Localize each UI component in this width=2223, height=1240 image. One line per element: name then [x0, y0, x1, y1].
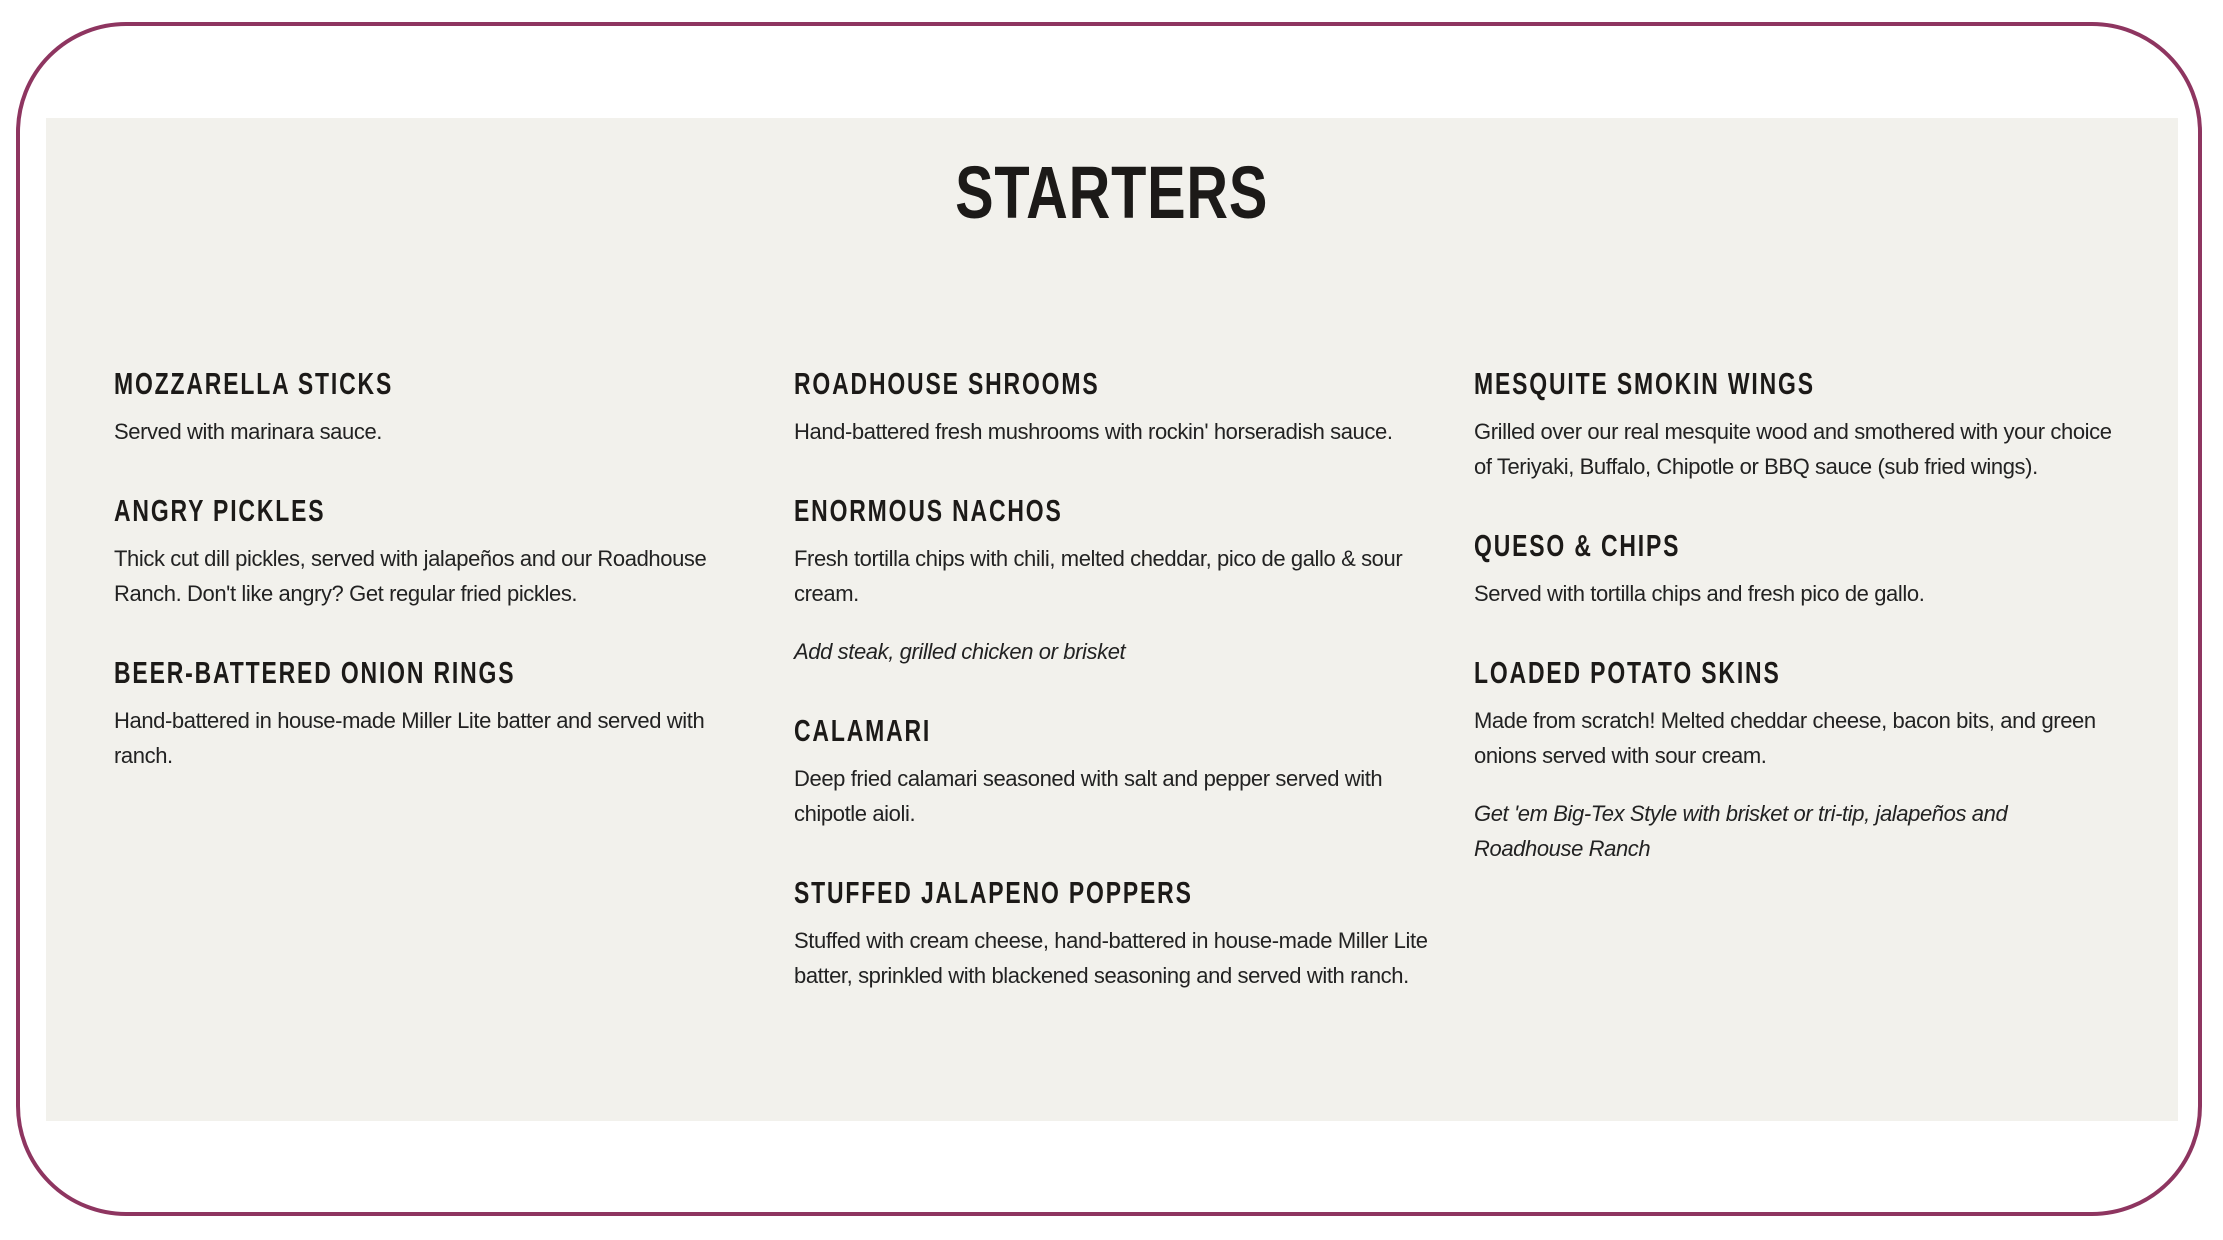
menu-item-name: ROADHOUSE SHROOMS: [794, 366, 1100, 401]
menu-item-name: BEER-BATTERED ONION RINGS: [114, 655, 516, 690]
menu-item-name: QUESO & CHIPS: [1474, 528, 1681, 563]
menu-column-2: [794, 366, 1434, 1037]
menu-item-description: Served with tortilla chips and fresh pico de gallo.: [1474, 581, 1925, 606]
menu-item: [794, 875, 1434, 993]
menu-item: [794, 493, 1434, 669]
menu-item: [794, 713, 1434, 831]
menu-item-name: MOZZARELLA STICKS: [114, 366, 394, 401]
menu-item-description: Fresh tortilla chips with chili, melted cheddar, pico de gallo & sour cream.: [794, 546, 1403, 606]
menu-item-name: MESQUITE SMOKIN WINGS: [1474, 366, 1815, 401]
menu-item-name: CALAMARI: [794, 713, 932, 748]
menu-item: [114, 366, 754, 449]
menu-column-1: [114, 366, 754, 817]
menu-item-name: STUFFED JALAPENO POPPERS: [794, 875, 1193, 910]
menu-item-name: ENORMOUS NACHOS: [794, 493, 1063, 528]
menu-item-description: Deep fried calamari seasoned with salt and pepper served with chipotle aioli.: [794, 766, 1383, 826]
menu-item-description: Hand-battered fresh mushrooms with rockin' horseradish sauce.: [794, 419, 1393, 444]
menu-item-name: LOADED POTATO SKINS: [1474, 655, 1781, 690]
menu-item-description: Hand-battered in house-made Miller Lite batter and served with ranch.: [114, 708, 705, 768]
menu-column-3: [1474, 366, 2114, 910]
menu-item-description: Thick cut dill pickles, served with jalapeños and our Roadhouse Ranch. Don't like angry? Get regular fried pickles.: [114, 546, 707, 606]
menu-item-name: ANGRY PICKLES: [114, 493, 326, 528]
menu-item-description: Served with marinara sauce.: [114, 419, 382, 444]
menu-item-description: Grilled over our real mesquite wood and smothered with your choice of Teriyaki, Buffalo, Chipotle or BBQ sauce (sub fried wings).: [1474, 419, 2112, 479]
menu-item: [1474, 655, 2114, 866]
menu-item-note: Add steak, grilled chicken or brisket: [794, 639, 1126, 664]
menu-item-description: Stuffed with cream cheese, hand-battered in house-made Miller Lite batter, sprinkled with blackened seasoning and served with ranch.: [794, 928, 1428, 988]
menu-item: [114, 655, 754, 773]
menu-item: [1474, 528, 2114, 611]
menu-item: [1474, 366, 2114, 484]
menu-item-description: Made from scratch! Melted cheddar cheese, bacon bits, and green onions served with sour cream.: [1474, 708, 2096, 768]
menu-item: [794, 366, 1434, 449]
menu-item: [114, 493, 754, 611]
menu-item-note: Get 'em Big-Tex Style with brisket or tri-tip, jalapeños and Roadhouse Ranch: [1474, 801, 2008, 861]
section-title: STARTERS: [954, 151, 1269, 234]
